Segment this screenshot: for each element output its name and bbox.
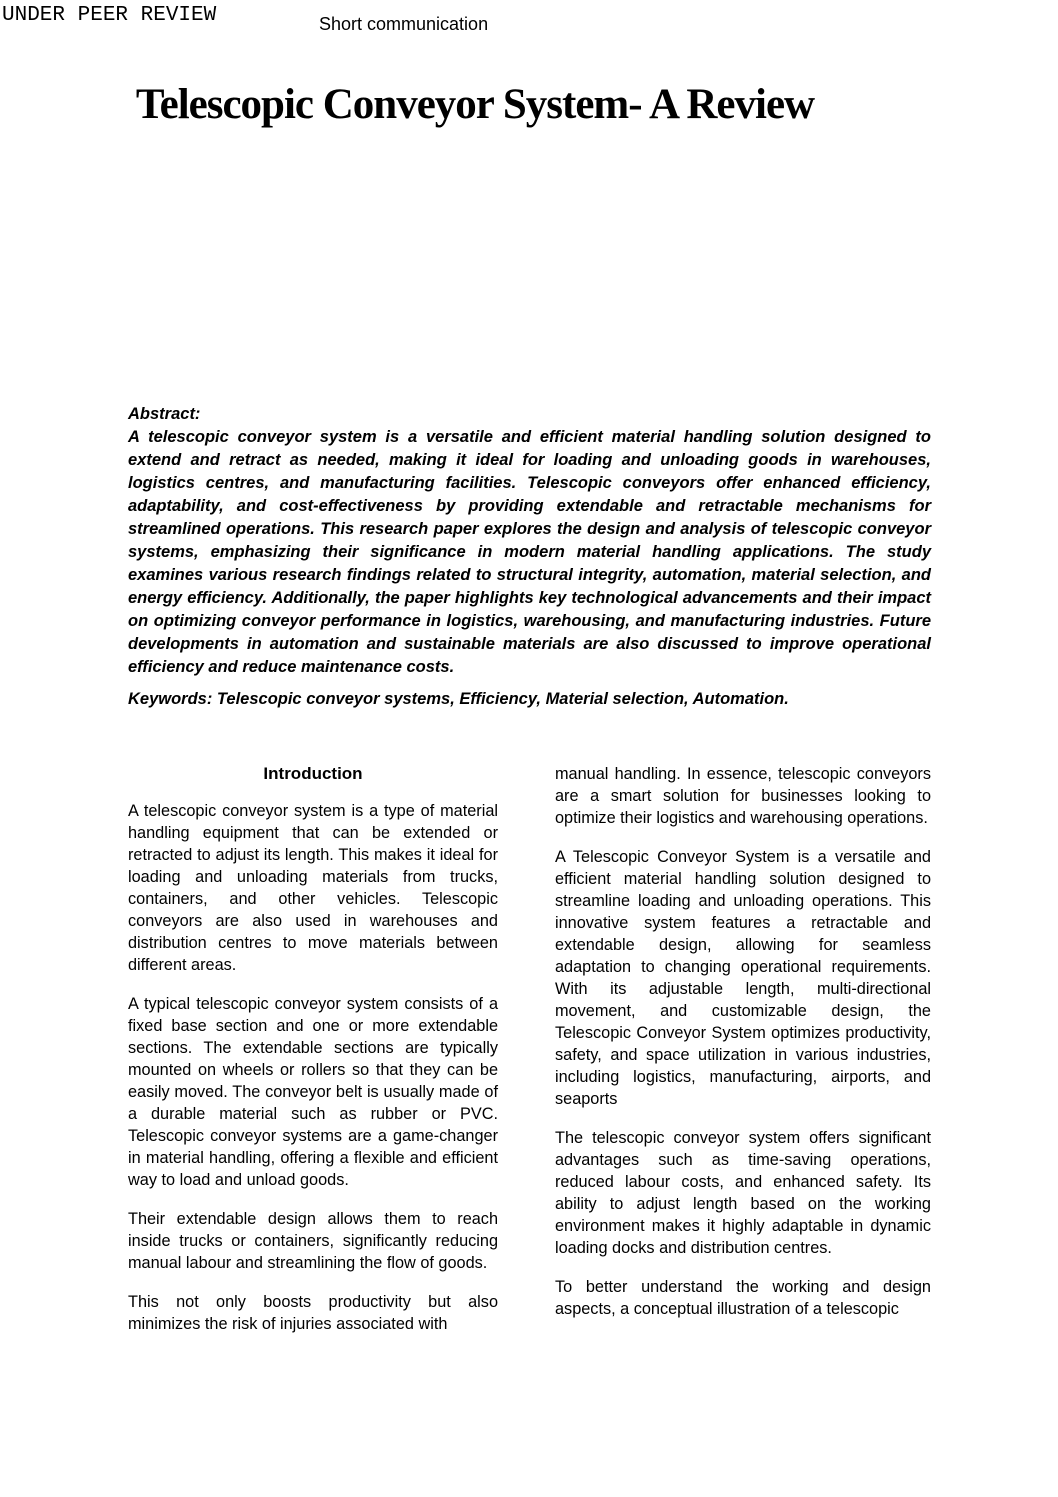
introduction-heading: Introduction [263, 764, 363, 783]
intro-left-paragraph-2: A typical telescopic conveyor system consists of a fixed base section and one or more extendable sections. The extendable sections are typically mounted on wheels or rollers so that they can be easily moved. The conveyor belt is usually made of a durable material such as rubber or PVC. Telescopic conveyor systems are a game-changer in material handling, offering a flexible and efficient way to load and unload goods. [128, 995, 498, 1189]
intro-left-paragraph-3: Their extendable design allows them to reach inside trucks or containers, significantly reducing manual labour and streamlining the flow of goods. [128, 1210, 498, 1272]
intro-left-paragraph-4: This not only boosts productivity but also minimizes the risk of injuries associated with [128, 1293, 498, 1333]
intro-right-paragraph-1: manual handling. In essence, telescopic conveyors are a smart solution for businesses looking to optimize their logistics and warehousing operations. [555, 765, 931, 827]
abstract-section [128, 403, 931, 711]
intro-right-paragraph-4: To better understand the working and design aspects, a conceptual illustration of a telescopic [555, 1278, 931, 1318]
abstract-body: A telescopic conveyor system is a versatile and efficient material handling solution designed to extend and retract as needed, making it ideal for loading and unloading goods in warehouses, logistics centres, and manufacturing facilities. Telescopic conveyors offer enhanced efficiency, adaptability, and cost-effectiveness by providing extendable and retractable mechanisms for streamlined operations. This research paper explores the design and analysis of telescopic conveyor systems, emphasizing their significance in modern material handling applications. The study examines various research findings related to structural integrity, automation, material selection, and energy efficiency. Additionally, the paper highlights key technological advancements and their impact on optimizing conveyor performance in logistics, warehousing, and manufacturing industries. Future developments in automation and sustainable materials are also discussed to improve operational efficiency and reduce maintenance costs. [128, 428, 931, 676]
keywords-line: Keywords: Telescopic conveyor systems, Efficiency, Material selection, Automation. [128, 690, 789, 708]
under-peer-review-watermark: UNDER PEER REVIEW [2, 4, 217, 27]
intro-right-paragraph-2: A Telescopic Conveyor System is a versatile and efficient material handling solution designed to streamline loading and unloading operations. This innovative system features a retractable and extendable design, allowing for seamless adaptation to changing operational requirements. With its adjustable length, multi-directional movement, and customizable design, the Telescopic Conveyor System optimizes productivity, safety, and space utilization in various industries, including logistics, manufacturing, airports, and seaports [555, 848, 931, 1108]
introduction-section [128, 763, 931, 1352]
paper-title: Telescopic Conveyor System- A Review [135, 81, 815, 128]
intro-left-paragraph-1: A telescopic conveyor system is a type of material handling equipment that can be extended or retracted to adjust its length. This makes it ideal for loading and unloading materials from trucks, containers, and other vehicles. Telescopic conveyors are also used in warehouses and distribution centres to move materials between different areas. [128, 802, 498, 974]
right-column [555, 763, 931, 1352]
doc-type-label: Short communication [319, 14, 489, 34]
abstract-heading: Abstract: [128, 405, 201, 423]
intro-right-paragraph-3: The telescopic conveyor system offers significant advantages such as time-saving operations, reduced labour costs, and enhanced safety. Its ability to adjust length based on the working environment makes it highly adaptable in dynamic loading docks and distribution centres. [555, 1129, 931, 1257]
left-column [128, 763, 498, 1352]
